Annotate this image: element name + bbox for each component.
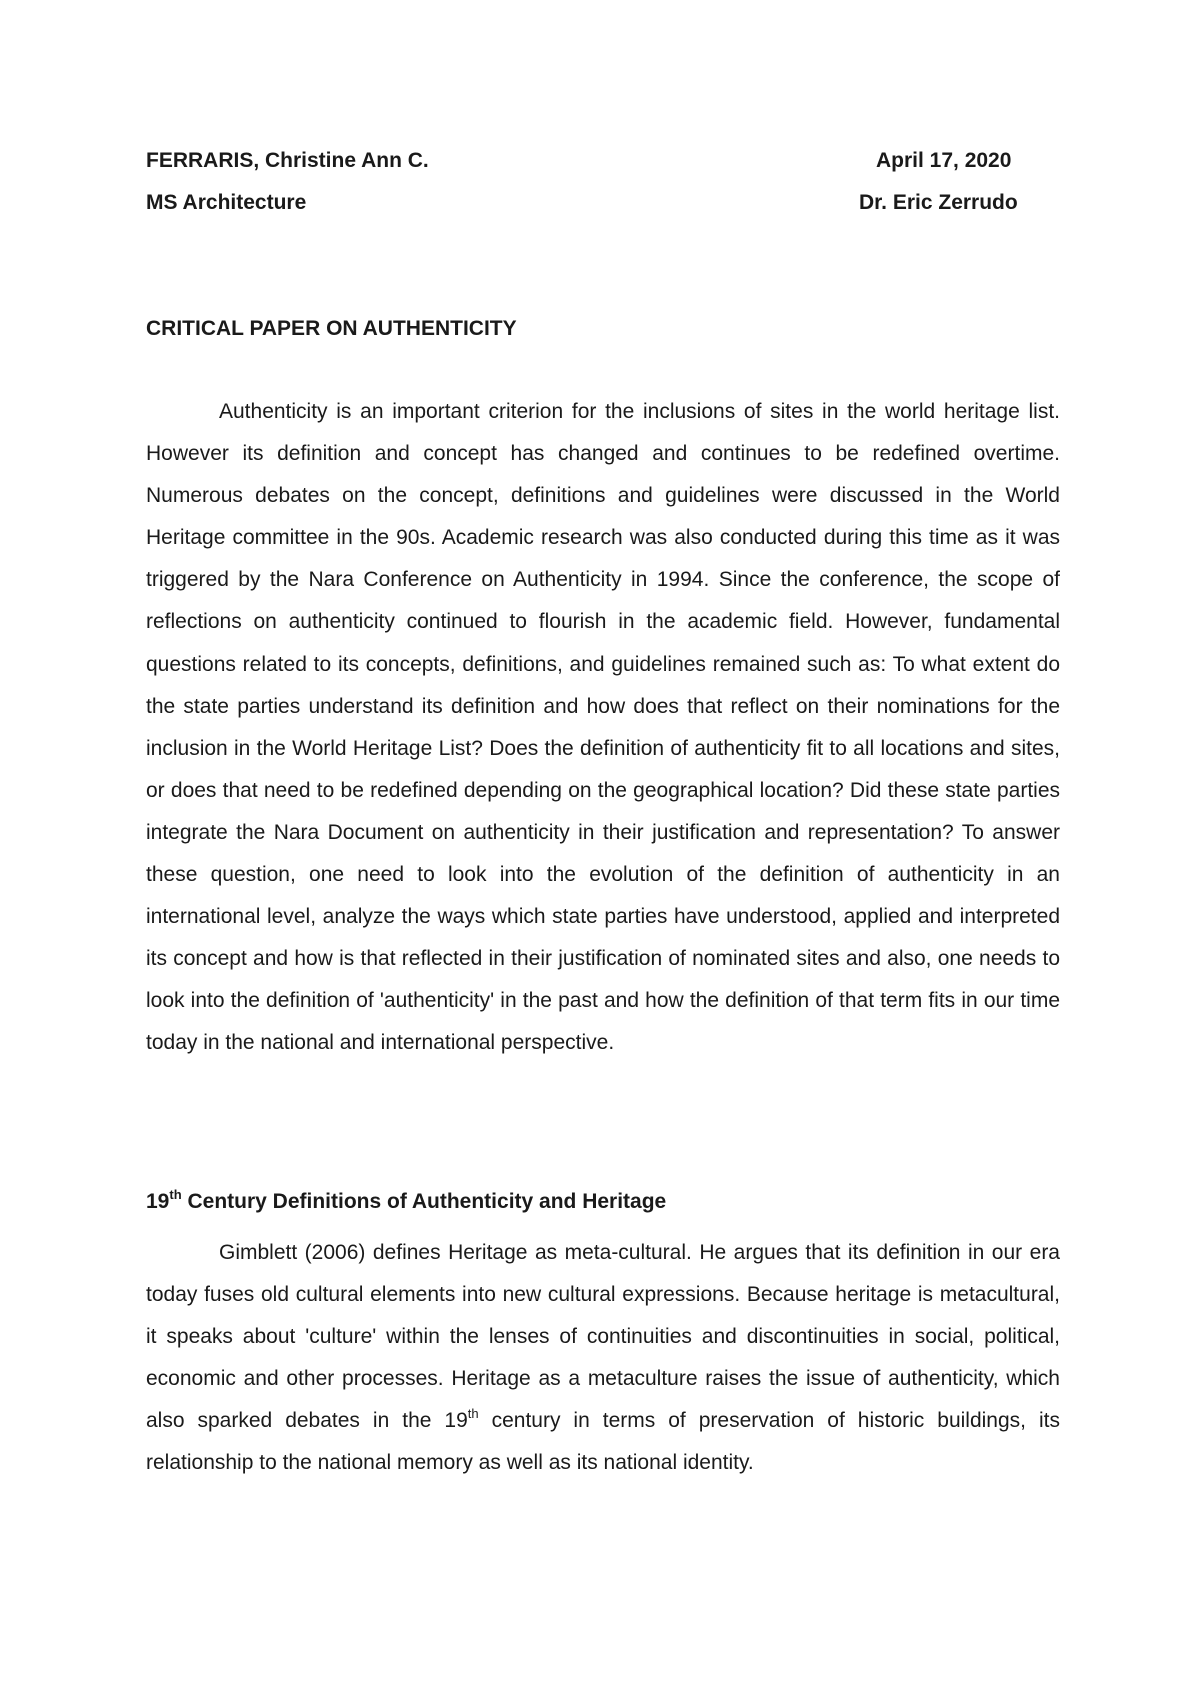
document-date: April 17, 2020 — [876, 149, 1012, 172]
section-heading-number: 19 — [146, 1190, 170, 1213]
professor-name: Dr. Eric Zerrudo — [859, 191, 1018, 214]
section-heading-ordinal: th — [169, 1187, 182, 1202]
intro-paragraph — [146, 391, 1060, 1065]
author-name: FERRARIS, Christine Ann C. — [146, 149, 429, 172]
section-heading — [146, 1187, 667, 1214]
section-heading-text: Century Definitions of Authenticity and Heritage — [181, 1190, 667, 1213]
paper-title: CRITICAL PAPER ON AUTHENTICITY — [146, 317, 517, 340]
program-name: MS Architecture — [146, 191, 307, 214]
section-paragraph-ordinal: th — [467, 1406, 479, 1422]
intro-paragraph-text: Authenticity is an important criterion for the inclusions of sites in the world heritage list. However its definition and concept has changed and continues to be redefined overtime. Numerous debates on the concept, definitions and guidelines were discussed in the World Heritage committee in the 90s. Academic research was also conducted during this time as it was triggered by the Nara Conference on Authenticity in 1994. Since the conference, the scope of reflections on authenticity continued to flourish in the academic field. However, fundamental questions related to its concepts, definitions, and guidelines remained such as: To what extent do the state parties understand its definition and how does that reflect on their nominations for the inclusion in the World Heritage List? Does the definition of authenticity fit to all locations and sites, or does that need to be redefined depending on the geographical location? Did these state parties integrate the Nara Document on authenticity in their justification and representation? To answer these question, one need to look into the evolution of the definition of authenticity in an international level, analyze the ways which state parties have understood, applied and interpreted its concept and how is that reflected in their justification of nominated sites and also, one needs to look into the definition of 'authenticity' in the past and how the definition of that term fits in our time today in the national and international perspective. — [146, 400, 1060, 1055]
section-paragraph-part2: century in terms of preservation of historic buildings, its relationship to the national memory as well as its national identity. — [146, 1409, 1060, 1475]
section-paragraph-part1: Gimblett (2006) defines Heritage as meta-cultural. He argues that its definition in our era today fuses old cultural elements into new cultural expressions. Because heritage is metacultural, it speaks about 'culture' within the lenses of continuities and discontinuities in social, political, economic and other processes. Heritage as a metaculture raises the issue of authenticity, which also sparked debates in the 19 — [146, 1241, 1060, 1433]
section-paragraph — [146, 1232, 1060, 1485]
